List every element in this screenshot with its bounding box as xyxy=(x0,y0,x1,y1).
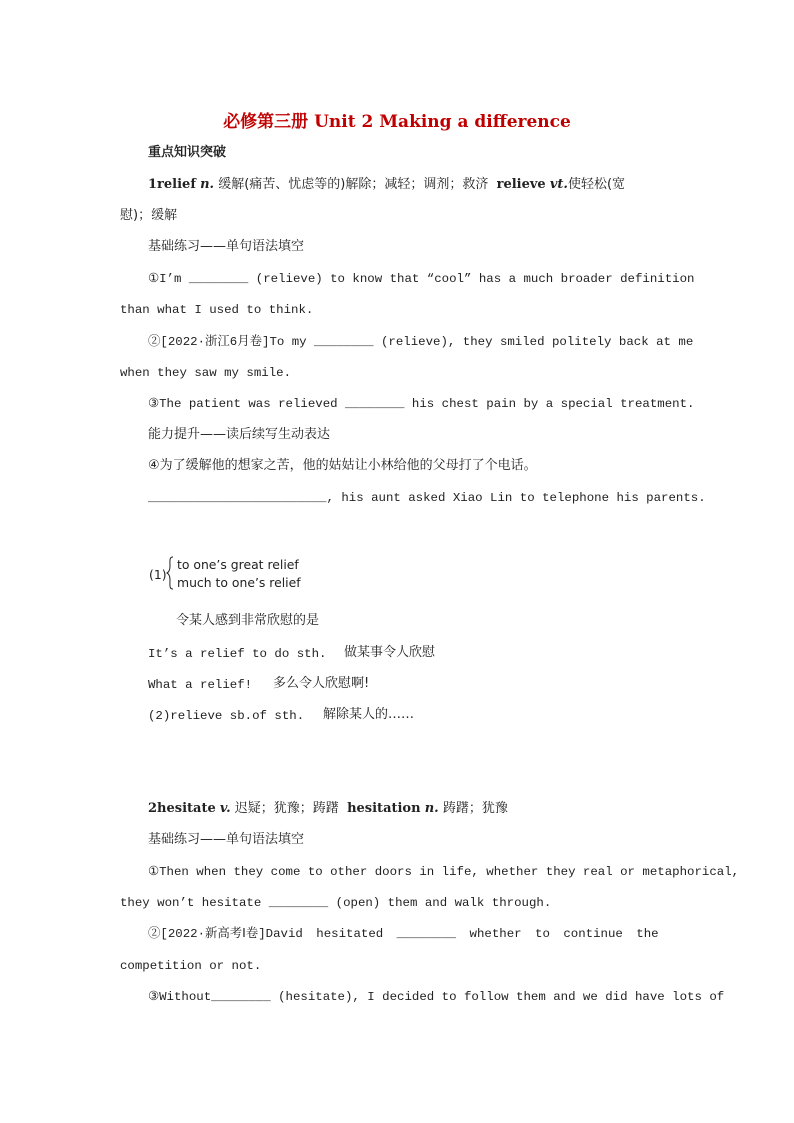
exercise-2-line-2: competition or not. xyxy=(120,959,262,973)
headword: hesitate xyxy=(157,801,216,816)
meaning: 缓解(痛苦、忧虑等的)解除；减轻；调剂；救济 xyxy=(218,177,489,192)
advanced-practice-label: 能力提升——读后续写生动表达 xyxy=(148,427,331,442)
meaning-2-continued: 慰)；缓解 xyxy=(120,208,178,223)
note-meaning: 令某人感到非常欣慰的是 xyxy=(176,613,320,628)
phrase-2-chinese: 多么令人欣慰啊! xyxy=(273,676,370,691)
part-of-speech: v. xyxy=(219,801,231,816)
phrase-3-chinese: 解除某人的…… xyxy=(323,707,415,722)
meaning: 迟疑；犹豫；踌躇 xyxy=(234,801,339,816)
exercise-1-line-2: they won’t hesitate ________ (open) them and walk through. xyxy=(120,896,552,910)
part-of-speech: n. xyxy=(200,177,215,192)
exercise-1-line-1: ①I’m ________ (relieve) to know that “cool” has a much broader definition xyxy=(148,272,695,286)
section-heading: 重点知识突破 xyxy=(148,145,227,160)
headword: relief xyxy=(157,177,196,192)
exercise-4-chinese: ④为了缓解他的想家之苦，他的姑姑让小林给他的父母打了个电话。 xyxy=(148,458,537,473)
note-number: (1) xyxy=(149,567,167,582)
meaning-2: 踌躇；犹豫 xyxy=(442,801,508,816)
basic-practice-label: 基础练习——单句语法填空 xyxy=(148,832,305,847)
phrase-3-english: (2)relieve sb.of sth. xyxy=(148,709,305,723)
headword-2: hesitation xyxy=(347,801,421,816)
note-option-1: to one’s great relief xyxy=(177,557,299,572)
exercise-3: ③The patient was relieved ________ his chest pain by a special treatment. xyxy=(148,397,695,411)
exercise-2-line-1: ②[2022·浙江6月卷]To my ________ (relieve), they smiled politely back at me xyxy=(148,335,694,349)
part-of-speech-2: vt. xyxy=(549,177,568,192)
meaning-2: 使轻松(宽 xyxy=(567,177,626,192)
phrase-1-english: It’s a relief to do sth. xyxy=(148,647,327,661)
phrase-1-chinese: 做某事令人欣慰 xyxy=(344,645,436,660)
page-title: 必修第三册 Unit 2 Making a difference xyxy=(223,112,571,132)
note-option-2: much to one’s relief xyxy=(177,575,301,590)
phrase-2-english: What a relief! xyxy=(148,678,253,692)
entry-number: 2 xyxy=(148,801,158,816)
exercise-4-english: ________________________, his aunt asked Xiao Lin to telephone his parents. xyxy=(148,491,706,505)
entry-number: 1 xyxy=(148,177,158,192)
brace-icon xyxy=(166,556,174,590)
exercise-2-line-1: ②[2022·新高考Ⅰ卷]David hesitated ________ whether to continue the xyxy=(148,927,659,941)
exercise-3-line-1: ③Without________ (hesitate), I decided to follow them and we did have lots of xyxy=(148,990,725,1004)
exercise-1-line-2: than what I used to think. xyxy=(120,303,314,317)
entry-hesitate xyxy=(148,801,508,817)
basic-practice-label: 基础练习——单句语法填空 xyxy=(148,239,305,254)
entry-relief xyxy=(148,177,625,193)
exercise-2-line-2: when they saw my smile. xyxy=(120,366,292,380)
part-of-speech-2: n. xyxy=(424,801,439,816)
exercise-1-line-1: ①Then when they come to other doors in life, whether they real or metaphorical, xyxy=(148,865,740,879)
headword-2: relieve xyxy=(496,177,546,192)
